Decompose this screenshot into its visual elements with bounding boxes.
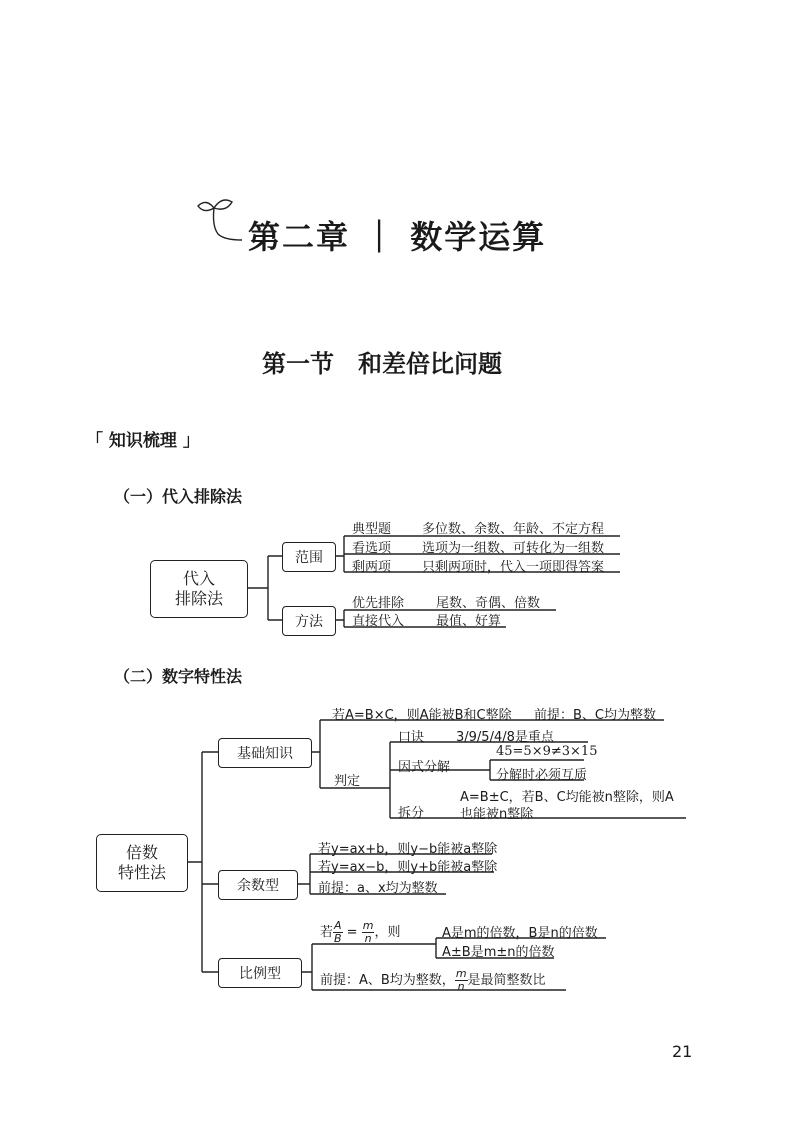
bili-premise-text: 前提：A、B均为整数， [320,973,455,988]
part1-heading: （一）代入排除法 [114,487,243,506]
yinshi-eq: 45=5×9≠3×15 [496,744,598,759]
section-title: 第一节 和差倍比问题 [262,350,502,378]
chaifen-label: 拆分 [398,806,425,821]
yushu-line1: 若y=ax+b，则y−b能被a整除 [318,842,498,857]
r3-text: 只剩两项时，代入一项即得答案 [422,560,605,575]
premise-frac-n: n [457,980,465,993]
r1-text: 多位数、余数、年龄、不定方程 [422,522,605,537]
r3-label: 剩两项 [352,560,392,575]
part2-heading: （二）数字特性法 [114,667,243,686]
yushu-premise: 前提：a、x均为整数 [318,881,438,896]
bili-if: 若 [320,925,334,940]
part1-root-line2: 排除法 [174,589,223,608]
premise-frac-m: m [455,967,467,980]
chaifen-line1: A=B±C，若B、C均能被n整除，则A [460,790,674,805]
bili-box: 比例型 [218,958,302,988]
bili-condition: 若 $\frac{A}{B}$ = $\frac{m}{n}$ ，则 [320,919,401,945]
page-number: 21 [672,1042,693,1061]
jichu-box: 基础知识 [218,738,312,768]
yushu-box: 余数型 [218,870,298,900]
knowledge-heading: 「 知识梳理 」 [86,431,200,451]
fraction-A-over-B [333,920,343,945]
fangfa-box: 方法 [282,606,336,636]
part2-root-line2: 特性法 [117,863,166,882]
premise-fraction [455,968,468,993]
sprout-icon [198,200,242,240]
r1-label: 典型题 [352,522,392,537]
part2-root-line1: 倍数 [125,843,158,862]
panding-label: 判定 [334,774,361,789]
fanwei-box: 范围 [282,542,336,572]
bili-premise [320,968,546,993]
part1-root-line1: 代入 [182,569,215,588]
r4-text: 尾数、奇偶、倍数 [436,596,541,611]
yushu-line2: 若y=ax−b，则y+b能被a整除 [318,860,498,875]
chapter-title: 第二章 ｜ 数学运算 [248,218,547,256]
r5-text: 最值、好算 [436,614,502,629]
frac-m: m [362,919,374,932]
frac-A: A [334,919,342,932]
frac-B: B [334,932,342,945]
r2-text: 选项为一组数、可转化为一组数 [422,541,605,556]
koujue-text: 3/9/5/4/8是重点 [456,730,554,745]
koujue-label: 口诀 [398,730,425,745]
r5-label: 直接代入 [352,614,405,629]
bili-premise-end: 是最简整数比 [467,973,546,988]
yinshi-label: 因式分解 [398,760,451,775]
chaifen-line2: 也能被n整除 [460,807,534,822]
bili-result2: A±B是m±n的倍数 [442,945,555,960]
part2-root-box [96,834,188,892]
r2-label: 看选项 [352,541,392,556]
basic-premise: 前提：B、C均为整数 [534,708,656,723]
frac-n: n [364,932,372,945]
bili-result1: A是m的倍数，B是n的倍数 [442,926,598,941]
part1-root-box [150,560,248,618]
yinshi-note: 分解时必须互质 [496,768,588,783]
fraction-m-over-n [362,920,375,945]
bili-then: ，则 [374,925,401,940]
knowledge-label: 知识梳理 [108,431,177,451]
r4-label: 优先排除 [352,596,405,611]
basic-rule: 若A=B×C，则A能被B和C整除 [332,708,512,723]
